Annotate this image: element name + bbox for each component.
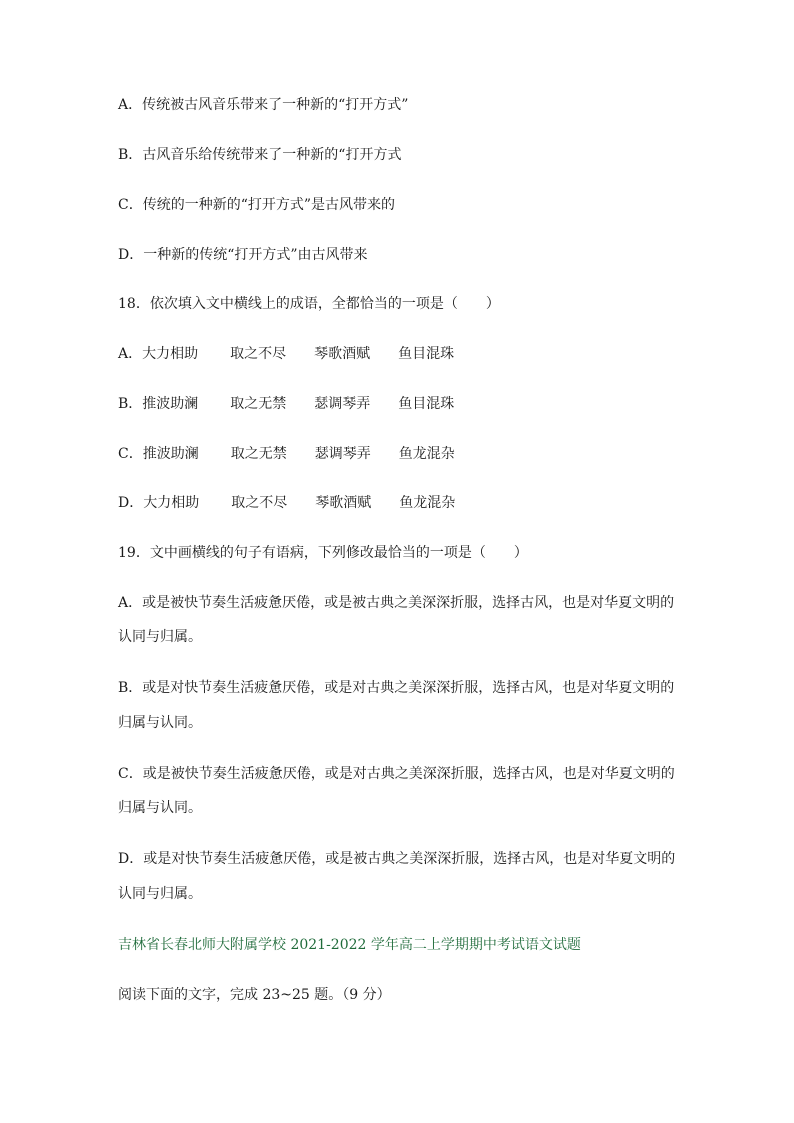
q19-option-a-line1: A．或是被快节奏生活疲惫厌倦，或是被古典之美深深折服，选择古风，也是对华夏文明的 [118,595,675,611]
q18-stem: 18．依次填入文中横线上的成语，全都恰当的一项是（ ） [118,296,500,312]
q19-option-c-line1: C．或是被快节奏生活疲惫厌倦，或是对古典之美深深折服，选择古风，也是对华夏文明的 [118,766,675,782]
q17-option-a: A．传统被古风音乐带来了一种新的“打开方式” [118,97,409,113]
q18-option-d: D．大力相助 取之不尽 琴歌酒赋 鱼龙混杂 [118,495,456,511]
source-heading: 吉林省长春北师大附属学校 2021-2022 学年高二上学期期中考试语文试题 [118,937,581,953]
q19-option-c-line2: 归属与认同。 [118,800,202,816]
q18-option-c: C．推波助澜 取之无禁 瑟调琴弄 鱼龙混杂 [118,446,455,462]
q19-option-d-line2: 认同与归属。 [118,886,202,902]
q19-stem: 19．文中画横线的句子有语病，下列修改最恰当的一项是（ ） [118,545,528,561]
q17-option-b: B．古风音乐给传统带来了一种新的“打开方式 [118,147,402,163]
q18-option-a: A．大力相助 取之不尽 琴歌酒赋 鱼目混珠 [118,346,455,362]
q17-option-d: D．一种新的传统“打开方式”由古风带来 [118,247,368,263]
q17-option-c: C．传统的一种新的“打开方式”是古风带来的 [118,197,396,213]
q18-option-b: B．推波助澜 取之无禁 瑟调琴弄 鱼目混珠 [118,396,455,412]
reading-instruction: 阅读下面的文字，完成 23~25 题。（9 分） [118,987,391,1003]
q19-option-b-line2: 归属与认同。 [118,715,202,731]
q19-option-d-line1: D．或是对快节奏生活疲惫厌倦，或是被古典之美深深折服，选择古风，也是对华夏文明的 [118,851,676,867]
q19-option-a-line2: 认同与归属。 [118,629,202,645]
q19-option-b-line1: B．或是对快节奏生活疲惫厌倦，或是对古典之美深深折服，选择古风，也是对华夏文明的 [118,680,675,696]
